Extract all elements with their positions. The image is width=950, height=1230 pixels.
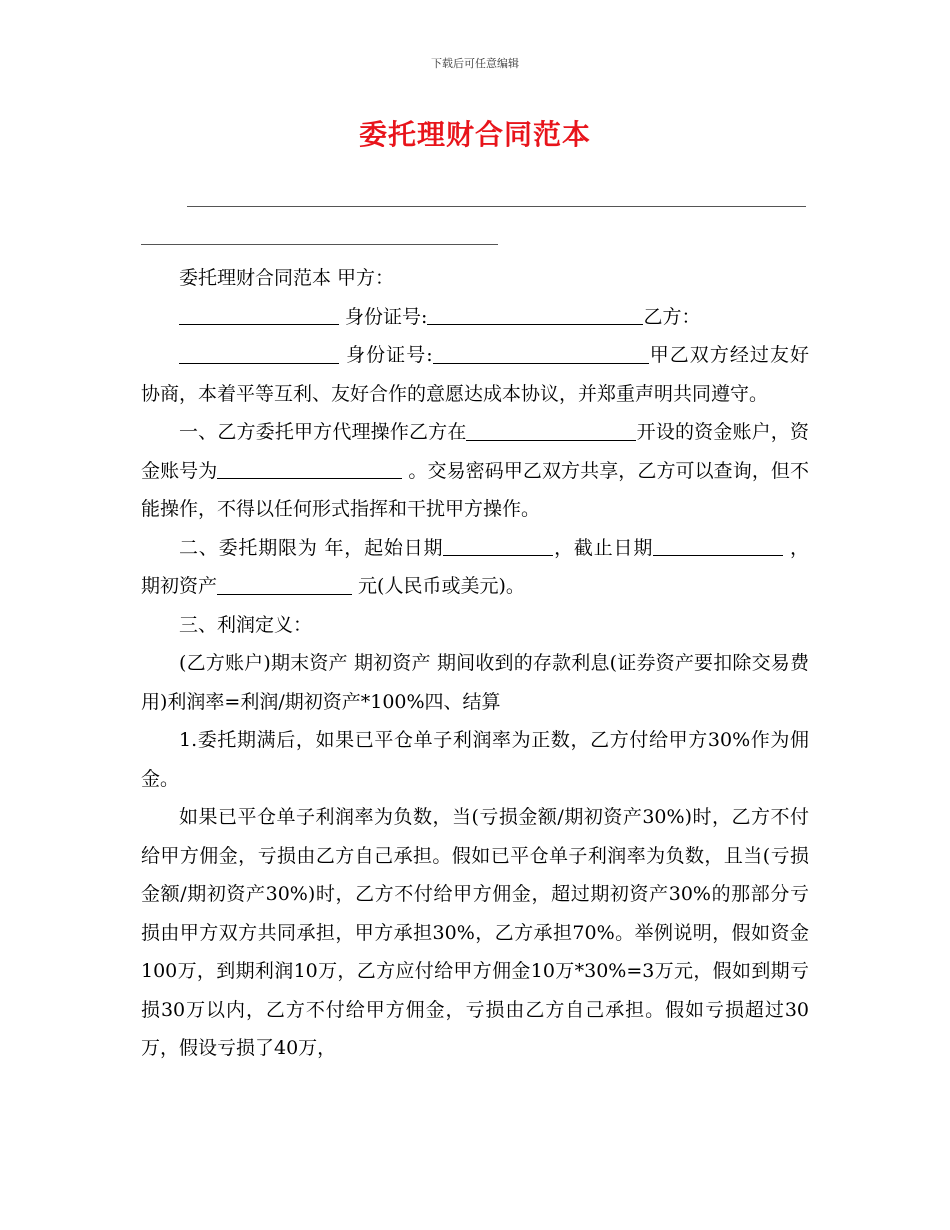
blank-account-number bbox=[217, 458, 402, 479]
paragraph-clause-1: 一、乙方委托甲方代理操作乙方在 开设的资金账户，资金账号为 。交易密码甲乙双方共享，乙方可以查询，但不能操作，不得以任何形式指挥和干扰甲方操作。 bbox=[141, 421, 809, 520]
paragraph-profit-definition: (乙方账户)期末资产 期初资产 期间收到的存款利息(证券资产要扣除交易费用)利润率=利润/期初资产*100%四、结算 bbox=[141, 652, 809, 713]
paragraph-parties: 委托理财合同范本 甲方： bbox=[179, 267, 395, 289]
blank-party-a-name bbox=[179, 304, 339, 325]
paragraph-clause-3: 三、利润定义： bbox=[179, 613, 313, 636]
paragraph-party-b-id: 身份证号: 甲乙双方经过友好协商，本着平等互利、友好合作的意愿达成本协议，并郑重声明共同遵守。 bbox=[141, 344, 809, 405]
contract-body bbox=[141, 259, 809, 1068]
blank-initial-assets bbox=[217, 574, 352, 595]
paragraph-party-a-id: 身份证号: 乙方： bbox=[141, 298, 809, 337]
blank-party-b-name bbox=[179, 343, 339, 364]
blank-institution bbox=[466, 420, 636, 441]
blank-end-date bbox=[653, 535, 783, 556]
blank-party-a-id bbox=[427, 304, 643, 325]
blank-party-b-id bbox=[433, 343, 649, 364]
paragraph-settlement-1: 1.委托期满后，如果已平仓单子利润率为正数，乙方付给甲方30%作为佣金。 bbox=[141, 729, 809, 790]
blank-start-date bbox=[443, 535, 553, 556]
page-header: 下载后可任意编辑 bbox=[431, 57, 519, 70]
paragraph-clause-2: 二、委托期限为 年，起始日期 ，截止日期 ，期初资产 元(人民币或美元)。 bbox=[141, 536, 809, 597]
title-rule-line-1 bbox=[187, 206, 806, 207]
document-title: 委托理财合同范本 bbox=[358, 118, 591, 151]
title-rule-line-2 bbox=[141, 244, 498, 245]
paragraph-settlement-loss: 如果已平仓单子利润率为负数，当(亏损金额/期初资产30%)时，乙方不付给甲方佣金，亏损由乙方自己承担。假如已平仓单子利润率为负数，且当(亏损金额/期初资产30%)时，乙方不付给甲方佣金，超过期初资产30%的那部分亏损由甲方双方共同承担，甲方承担30%，乙方承担70%。举例说明，假如资金100万，到期利润10万，乙方应付给甲方佣金10万*30%=3万元，假如到期亏损30万以内，乙方不付给甲方佣金，亏损由乙方自己承担。假如亏损超过30万，假设亏损了40万， bbox=[141, 806, 809, 1059]
